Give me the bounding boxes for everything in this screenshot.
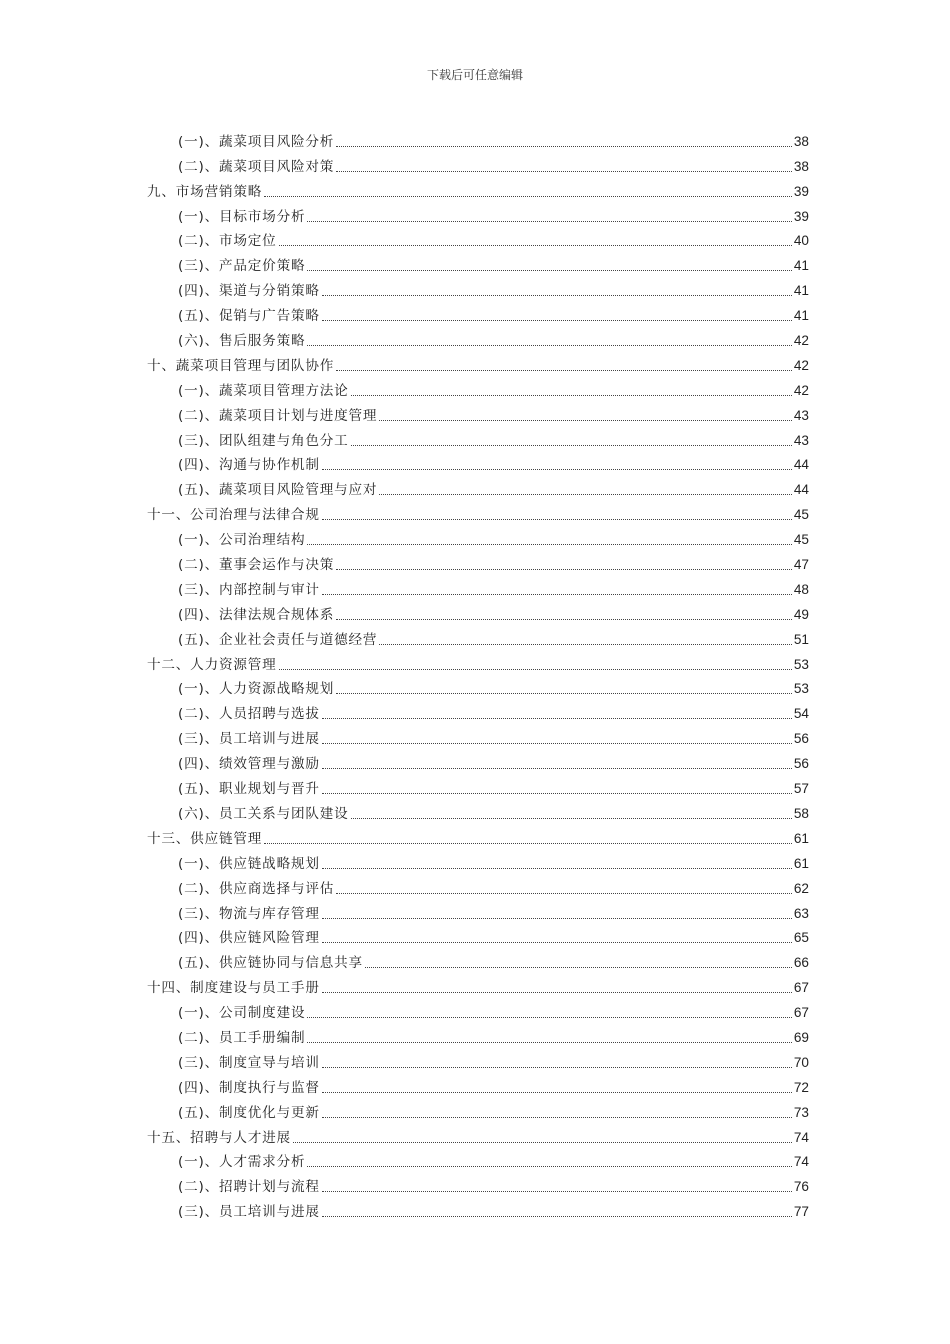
- toc-section-entry[interactable]: [147, 250, 809, 275]
- toc-entry-title: (一)、人力资源战略规划: [178, 681, 335, 698]
- toc-dot-leader: [336, 893, 792, 894]
- toc-section-entry[interactable]: [147, 1047, 809, 1072]
- toc-entry-title: (五)、职业规划与晋升: [178, 781, 320, 798]
- toc-dot-leader: [322, 469, 792, 470]
- toc-dot-leader: [365, 967, 792, 968]
- toc-page-number: 49: [793, 606, 809, 622]
- toc-entry-title: (五)、促销与广告策略: [178, 308, 320, 325]
- toc-dot-leader: [336, 171, 792, 172]
- toc-entry-title: (二)、员工手册编制: [178, 1029, 306, 1046]
- toc-dot-leader: [379, 420, 792, 421]
- toc-entry-title: 十三、供应链管理: [147, 830, 263, 847]
- toc-page-number: 45: [793, 507, 809, 523]
- toc-page-number: 74: [793, 1129, 809, 1145]
- toc-section-entry[interactable]: [147, 898, 809, 923]
- toc-page-number: 41: [793, 308, 809, 324]
- toc-section-entry[interactable]: [147, 201, 809, 226]
- toc-page-number: 70: [793, 1054, 809, 1070]
- toc-section-entry[interactable]: [147, 226, 809, 251]
- toc-entry-title: (四)、沟通与协作机制: [178, 457, 320, 474]
- toc-dot-leader: [336, 569, 792, 570]
- toc-page-number: 41: [793, 283, 809, 299]
- toc-entry-title: 十五、招聘与人才进展: [147, 1129, 291, 1146]
- toc-chapter-entry[interactable]: [147, 823, 809, 848]
- toc-section-entry[interactable]: [147, 1072, 809, 1097]
- toc-dot-leader: [351, 445, 792, 446]
- toc-dot-leader: [307, 544, 792, 545]
- toc-page-number: 61: [793, 830, 809, 846]
- toc-section-entry[interactable]: [147, 624, 809, 649]
- table-of-contents: [147, 126, 809, 1221]
- toc-entry-title: 十、蔬菜项目管理与团队协作: [147, 357, 335, 374]
- toc-page-number: 66: [793, 955, 809, 971]
- toc-section-entry[interactable]: [147, 1196, 809, 1221]
- toc-page-number: 43: [793, 407, 809, 423]
- toc-dot-leader: [307, 270, 792, 271]
- toc-section-entry[interactable]: [147, 599, 809, 624]
- toc-dot-leader: [322, 1117, 792, 1118]
- toc-entry-title: (三)、内部控制与审计: [178, 581, 320, 598]
- toc-page-number: 38: [793, 133, 809, 149]
- toc-section-entry[interactable]: [147, 947, 809, 972]
- toc-dot-leader: [322, 320, 792, 321]
- toc-page-number: 40: [793, 233, 809, 249]
- toc-chapter-entry[interactable]: [147, 350, 809, 375]
- toc-dot-leader: [322, 1191, 792, 1192]
- toc-section-entry[interactable]: [147, 375, 809, 400]
- toc-page-number: 58: [793, 805, 809, 821]
- toc-dot-leader: [322, 519, 792, 520]
- toc-page-number: 65: [793, 930, 809, 946]
- toc-dot-leader: [322, 1092, 792, 1093]
- toc-section-entry[interactable]: [147, 425, 809, 450]
- toc-chapter-entry[interactable]: [147, 972, 809, 997]
- toc-entry-title: (二)、市场定位: [178, 233, 277, 250]
- toc-entry-title: (二)、蔬菜项目风险对策: [178, 158, 335, 175]
- toc-section-entry[interactable]: [147, 450, 809, 475]
- toc-section-entry[interactable]: [147, 698, 809, 723]
- toc-dot-leader: [307, 221, 792, 222]
- toc-dot-leader: [379, 644, 792, 645]
- toc-section-entry[interactable]: [147, 773, 809, 798]
- toc-section-entry[interactable]: [147, 474, 809, 499]
- toc-section-entry[interactable]: [147, 1097, 809, 1122]
- toc-entry-title: (一)、人才需求分析: [178, 1154, 306, 1171]
- toc-dot-leader: [351, 395, 792, 396]
- toc-dot-leader: [307, 1042, 792, 1043]
- toc-entry-title: (一)、供应链战略规划: [178, 855, 320, 872]
- toc-section-entry[interactable]: [147, 723, 809, 748]
- toc-entry-title: (三)、员工培训与进展: [178, 1204, 320, 1221]
- toc-chapter-entry[interactable]: [147, 1122, 809, 1147]
- toc-section-entry[interactable]: [147, 674, 809, 699]
- toc-page-number: 44: [793, 457, 809, 473]
- toc-entry-title: (六)、员工关系与团队建设: [178, 805, 349, 822]
- toc-dot-leader: [322, 1216, 792, 1217]
- toc-entry-title: (二)、董事会运作与决策: [178, 557, 335, 574]
- toc-dot-leader: [322, 295, 792, 296]
- toc-entry-title: (四)、制度执行与监督: [178, 1079, 320, 1096]
- toc-dot-leader: [264, 196, 792, 197]
- toc-section-entry[interactable]: [147, 151, 809, 176]
- toc-section-entry[interactable]: [147, 1022, 809, 1047]
- toc-section-entry[interactable]: [147, 798, 809, 823]
- toc-dot-leader: [307, 345, 792, 346]
- toc-page-number: 45: [793, 532, 809, 548]
- toc-entry-title: (四)、渠道与分销策略: [178, 283, 320, 300]
- toc-section-entry[interactable]: [147, 1147, 809, 1172]
- toc-section-entry[interactable]: [147, 748, 809, 773]
- toc-section-entry[interactable]: [147, 574, 809, 599]
- toc-page-number: 42: [793, 357, 809, 373]
- toc-entry-title: (四)、绩效管理与激励: [178, 756, 320, 773]
- toc-page-number: 69: [793, 1029, 809, 1045]
- toc-page-number: 67: [793, 980, 809, 996]
- toc-entry-title: (一)、目标市场分析: [178, 208, 306, 225]
- toc-section-entry[interactable]: [147, 997, 809, 1022]
- toc-dot-leader: [322, 743, 792, 744]
- toc-section-entry[interactable]: [147, 275, 809, 300]
- toc-entry-title: (三)、团队组建与角色分工: [178, 432, 349, 449]
- toc-entry-title: (一)、公司制度建设: [178, 1005, 306, 1022]
- toc-page-number: 47: [793, 557, 809, 573]
- toc-page-number: 44: [793, 482, 809, 498]
- toc-dot-leader: [351, 818, 792, 819]
- toc-entry-title: 十一、公司治理与法律合规: [147, 507, 320, 524]
- toc-section-entry[interactable]: [147, 923, 809, 948]
- toc-page-number: 42: [793, 382, 809, 398]
- toc-dot-leader: [322, 918, 792, 919]
- toc-dot-leader: [379, 494, 792, 495]
- toc-section-entry[interactable]: [147, 873, 809, 898]
- toc-dot-leader: [293, 1142, 792, 1143]
- toc-page-number: 53: [793, 681, 809, 697]
- toc-page-number: 54: [793, 706, 809, 722]
- toc-page-number: 61: [793, 855, 809, 871]
- toc-entry-title: 九、市场营销策略: [147, 183, 263, 200]
- toc-section-entry[interactable]: [147, 325, 809, 350]
- toc-dot-leader: [307, 1017, 792, 1018]
- toc-entry-title: (二)、蔬菜项目计划与进度管理: [178, 407, 378, 424]
- toc-page-number: 43: [793, 432, 809, 448]
- toc-chapter-entry[interactable]: [147, 176, 809, 201]
- toc-page-number: 39: [793, 183, 809, 199]
- toc-entry-title: (二)、招聘计划与流程: [178, 1179, 320, 1196]
- page-header: 下载后可任意编辑: [426, 68, 523, 82]
- toc-page-number: 51: [793, 631, 809, 647]
- toc-section-entry[interactable]: [147, 549, 809, 574]
- toc-entry-title: (六)、售后服务策略: [178, 333, 306, 350]
- toc-page-number: 77: [793, 1204, 809, 1220]
- toc-section-entry[interactable]: [147, 1171, 809, 1196]
- toc-entry-title: (四)、法律法规合规体系: [178, 606, 335, 623]
- toc-dot-leader: [322, 992, 792, 993]
- toc-dot-leader: [322, 942, 792, 943]
- toc-entry-title: (一)、公司治理结构: [178, 532, 306, 549]
- toc-page-number: 48: [793, 581, 809, 597]
- toc-dot-leader: [307, 1166, 792, 1167]
- toc-page-number: 41: [793, 258, 809, 274]
- toc-page-number: 76: [793, 1179, 809, 1195]
- toc-page-number: 57: [793, 781, 809, 797]
- toc-entry-title: 十二、人力资源管理: [147, 656, 277, 673]
- toc-page-number: 56: [793, 756, 809, 772]
- toc-entry-title: 十四、制度建设与员工手册: [147, 980, 320, 997]
- toc-chapter-entry[interactable]: [147, 649, 809, 674]
- toc-entry-title: (二)、人员招聘与选拔: [178, 706, 320, 723]
- toc-page-number: 63: [793, 905, 809, 921]
- toc-page-number: 72: [793, 1079, 809, 1095]
- toc-dot-leader: [279, 245, 792, 246]
- toc-dot-leader: [336, 693, 792, 694]
- toc-dot-leader: [322, 1067, 792, 1068]
- toc-entry-title: (五)、企业社会责任与道德经营: [178, 631, 378, 648]
- toc-page-number: 42: [793, 333, 809, 349]
- toc-entry-title: (三)、制度宣导与培训: [178, 1054, 320, 1071]
- toc-entry-title: (一)、蔬菜项目管理方法论: [178, 382, 349, 399]
- toc-dot-leader: [322, 868, 792, 869]
- toc-section-entry[interactable]: [147, 400, 809, 425]
- toc-dot-leader: [322, 768, 792, 769]
- toc-entry-title: (五)、制度优化与更新: [178, 1104, 320, 1121]
- toc-entry-title: (三)、产品定价策略: [178, 258, 306, 275]
- toc-page-number: 53: [793, 656, 809, 672]
- toc-section-entry[interactable]: [147, 524, 809, 549]
- toc-page-number: 38: [793, 158, 809, 174]
- toc-page-number: 67: [793, 1005, 809, 1021]
- toc-section-entry[interactable]: [147, 300, 809, 325]
- toc-section-entry[interactable]: [147, 126, 809, 151]
- toc-page-number: 73: [793, 1104, 809, 1120]
- toc-dot-leader: [322, 594, 792, 595]
- toc-entry-title: (五)、供应链协同与信息共享: [178, 955, 363, 972]
- toc-dot-leader: [322, 718, 792, 719]
- toc-entry-title: (二)、供应商选择与评估: [178, 880, 335, 897]
- toc-dot-leader: [336, 619, 792, 620]
- toc-dot-leader: [279, 669, 792, 670]
- toc-dot-leader: [322, 793, 792, 794]
- toc-dot-leader: [264, 843, 792, 844]
- toc-entry-title: (四)、供应链风险管理: [178, 930, 320, 947]
- toc-page-number: 62: [793, 880, 809, 896]
- toc-chapter-entry[interactable]: [147, 499, 809, 524]
- toc-page-number: 39: [793, 208, 809, 224]
- toc-entry-title: (三)、员工培训与进展: [178, 731, 320, 748]
- toc-section-entry[interactable]: [147, 848, 809, 873]
- toc-entry-title: (五)、蔬菜项目风险管理与应对: [178, 482, 378, 499]
- toc-dot-leader: [336, 146, 792, 147]
- toc-page-number: 56: [793, 731, 809, 747]
- toc-entry-title: (三)、物流与库存管理: [178, 905, 320, 922]
- toc-page-number: 74: [793, 1154, 809, 1170]
- toc-dot-leader: [336, 370, 792, 371]
- toc-entry-title: (一)、蔬菜项目风险分析: [178, 133, 335, 150]
